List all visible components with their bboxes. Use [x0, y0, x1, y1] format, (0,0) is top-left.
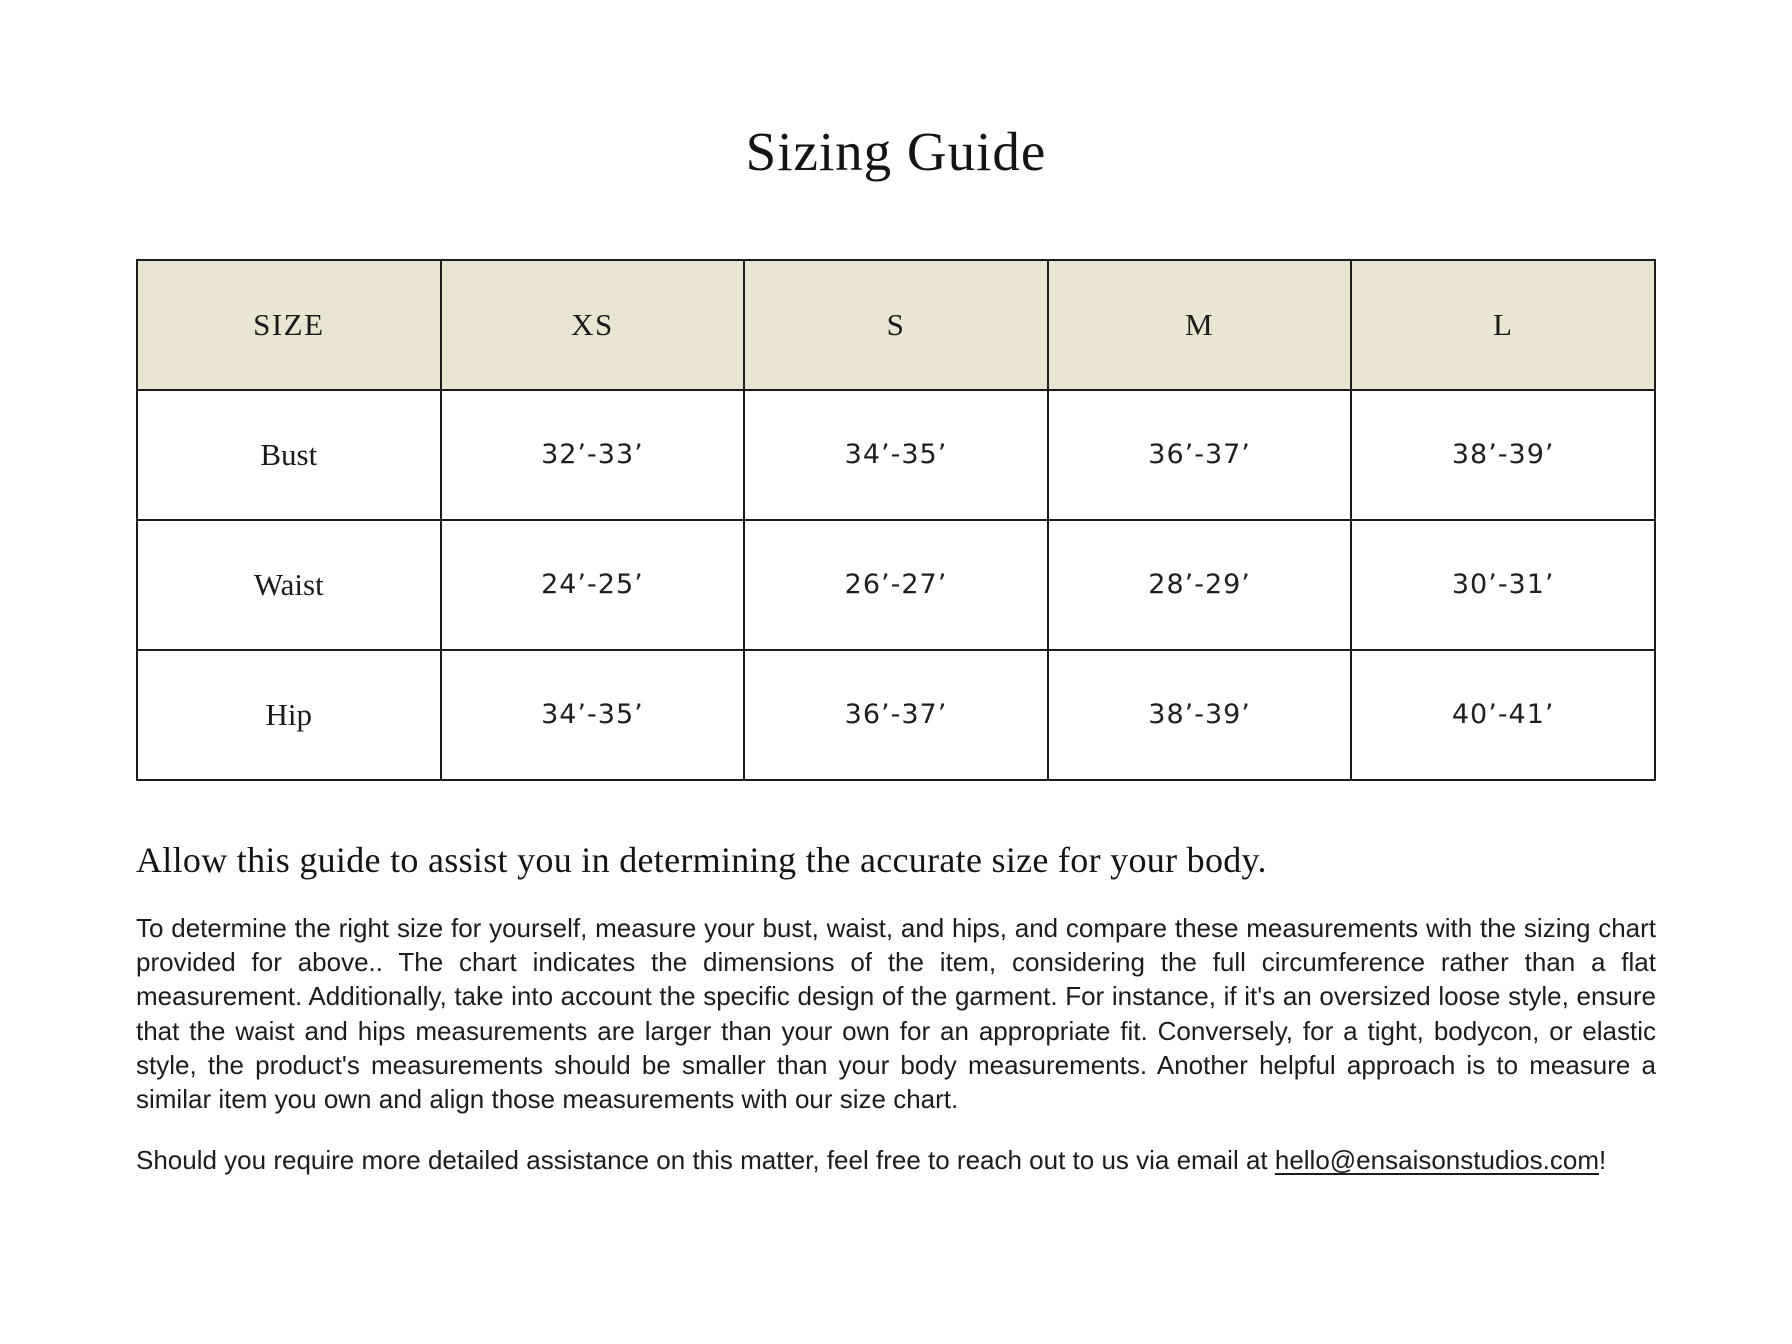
column-header-xs: XS: [441, 260, 745, 390]
row-label-waist: Waist: [137, 520, 441, 650]
contact-suffix-text: !: [1598, 1144, 1607, 1175]
measurement-cell: 28’-29’: [1048, 520, 1352, 650]
column-header-s: S: [744, 260, 1048, 390]
table-row-waist: [137, 520, 1655, 650]
email-link[interactable]: hello@ensaisonstudios.com: [1274, 1144, 1599, 1175]
body-paragraph: To determine the right size for yourself, measure your bust, waist, and hips, and compare these measurements with the sizing chart provided for above.. The chart indicates the dimensions of the item, considering the full circumference rather than a flat measurement. Additionally, take into account the specific design of the garment. For instance, if it's an oversized loose style, ensure that the waist and hips measurements are larger than your own for an appropriate fit. Conversely, for a tight, bodycon, or elastic style, the product's measurements should be smaller than your body measurements. Another helpful approach is to measure a similar item you own and align those measurements with our size chart.: [136, 912, 1656, 1115]
table-row-hip: [137, 650, 1655, 780]
table-row-bust: [137, 390, 1655, 520]
header-row: [137, 260, 1655, 390]
size-chart-header: [137, 260, 1655, 390]
measurement-cell: 36’-37’: [1048, 390, 1352, 520]
contact-paragraph: [136, 1143, 1656, 1177]
row-label-bust: Bust: [137, 390, 441, 520]
measurement-cell: 32’-33’: [441, 390, 745, 520]
measurement-cell: 38’-39’: [1048, 650, 1352, 780]
row-label-hip: Hip: [137, 650, 441, 780]
measurement-cell: 24’-25’: [441, 520, 745, 650]
measurement-cell: 34’-35’: [441, 650, 745, 780]
measurement-cell: 34’-35’: [744, 390, 1048, 520]
measurement-cell: 40’-41’: [1351, 650, 1655, 780]
intro-text: Allow this guide to assist you in determining the accurate size for your body.: [136, 839, 1267, 880]
column-header-m: M: [1048, 260, 1352, 390]
measurement-cell: 38’-39’: [1351, 390, 1655, 520]
column-header-size: SIZE: [137, 260, 441, 390]
column-header-l: L: [1351, 260, 1655, 390]
contact-prefix-text: Should you require more detailed assistance on this matter, feel free to reach out to us via email at: [136, 1144, 1275, 1175]
measurement-cell: 36’-37’: [744, 650, 1048, 780]
size-chart-table: [136, 259, 1656, 781]
page-title: Sizing Guide: [745, 121, 1047, 182]
size-chart-body: [137, 390, 1655, 780]
measurement-cell: 26’-27’: [744, 520, 1048, 650]
measurement-cell: 30’-31’: [1351, 520, 1655, 650]
